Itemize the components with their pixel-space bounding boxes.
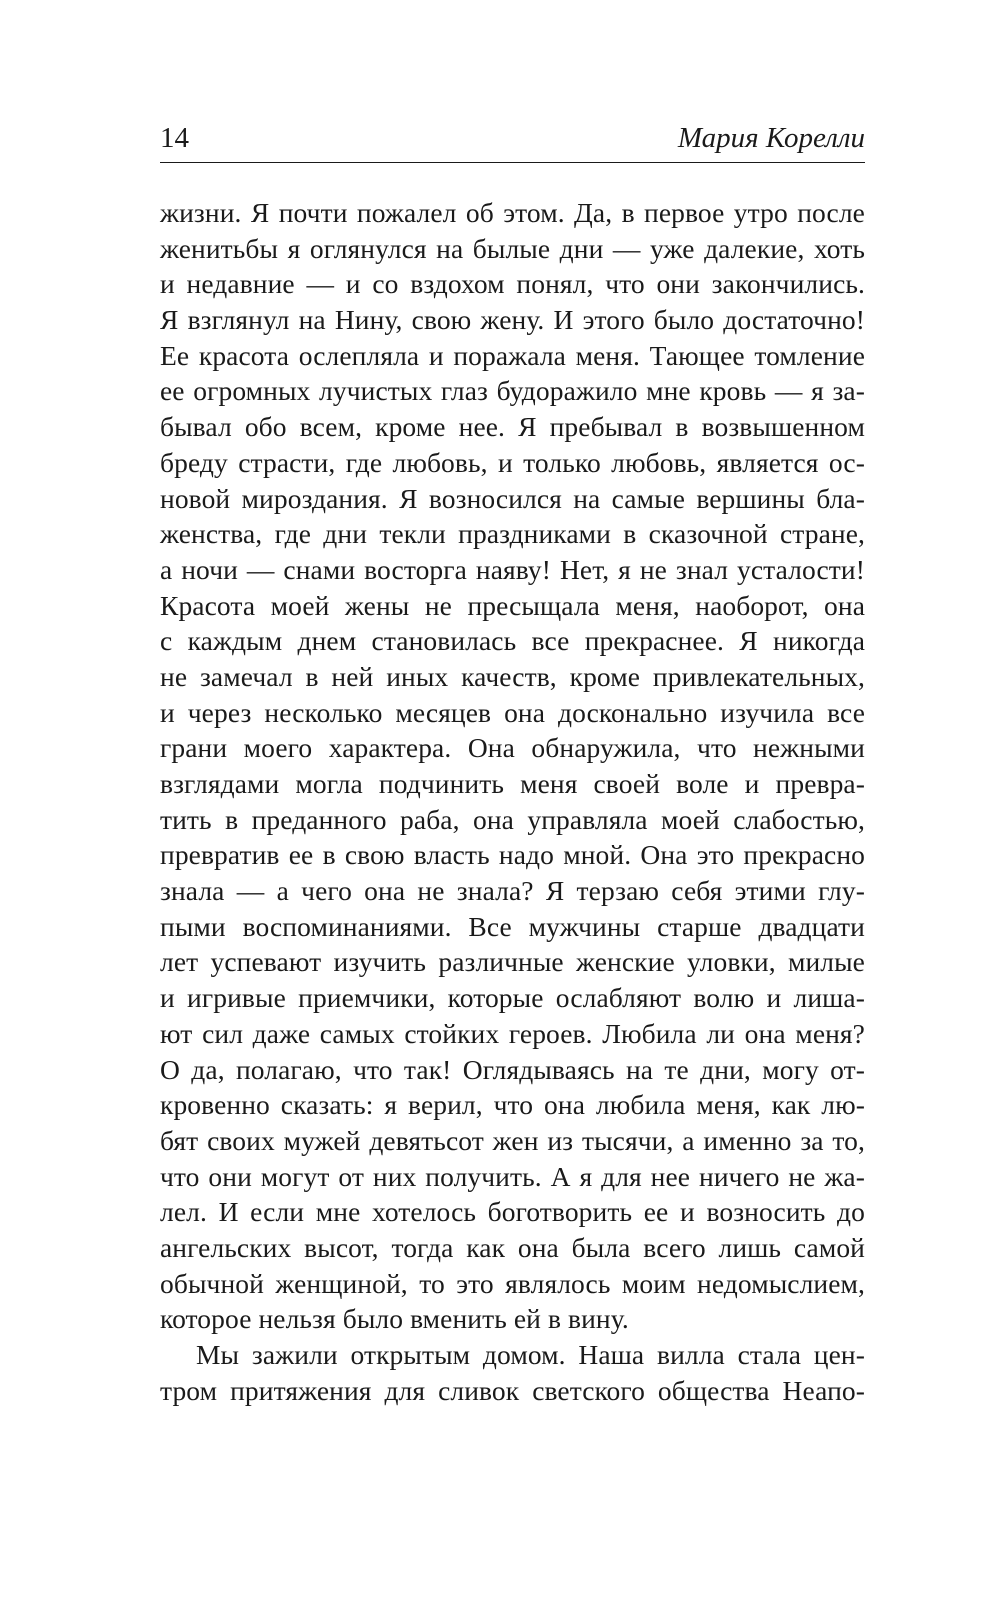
paragraph	[160, 195, 865, 1337]
text-line: новой мироздания. Я возносился на самые вершины бла-	[160, 482, 865, 514]
text-line: лел. И если мне хотелось боготворить ее и возносить до	[160, 1196, 865, 1228]
text-line: обычной женщиной, то это являлось моим недомыслием,	[160, 1267, 865, 1299]
text-line: и через несколько месяцев она досконально изучила все	[160, 696, 865, 728]
text-line: бывал обо всем, кроме нее. Я пребывал в возвышенном	[160, 411, 865, 443]
text-line: пыми воспоминаниями. Все мужчины старше двадцати	[160, 910, 865, 942]
text-line: Красота моей жены не пресыщала меня, наоборот, она	[160, 589, 865, 621]
text-line: и игривые приемчики, которые ослабляют волю и лиша-	[160, 982, 865, 1014]
text-line: ангельских высот, тогда как она была всего лишь самой	[160, 1231, 865, 1263]
text-line: и недавние — и со вздохом понял, что они закончились.	[160, 268, 865, 300]
text-line: тром притяжения для сливок светского общества Неапо-	[160, 1374, 865, 1406]
text-line: ее огромных лучистых глаз будоражило мне кровь — я за-	[160, 375, 865, 407]
running-head	[160, 118, 865, 163]
text-line: взглядами могла подчинить меня своей воле и превра-	[160, 768, 865, 799]
book-author: Мария Корелли	[677, 122, 865, 154]
text-line: не замечал в ней иных качеств, кроме привлекательных,	[160, 660, 865, 692]
text-line: с каждым днем становилась все прекраснее. Я никогда	[160, 625, 865, 657]
text-line: бреду страсти, где любовь, и только любовь, является ос-	[160, 446, 865, 478]
text-line: что они могут от них получить. А я для нее ничего не жа-	[160, 1160, 865, 1192]
text-line: женитьбы я оглянулся на былые дни — уже далекие, хоть	[160, 232, 865, 264]
text-line: знала — а чего она не знала? Я терзаю себя этими глу-	[160, 875, 865, 907]
text-line: лет успевают изучить различные женские уловки, милые	[160, 946, 865, 978]
text-line: женства, где дни текли праздниками в сказочной стране,	[160, 518, 865, 550]
text-line: Мы зажили открытым домом. Наша вилла стала цен-	[196, 1339, 865, 1370]
text-line: грани моего характера. Она обнаружила, что нежными	[160, 732, 865, 764]
text-line: жизни. Я почти пожалел об этом. Да, в первое утро после	[160, 197, 865, 228]
paragraph	[160, 1337, 865, 1408]
text-line: тить в преданного раба, она управляла моей слабостью,	[160, 803, 865, 835]
text-line: ют сил даже самых стойких героев. Любила ли она меня?	[160, 1017, 865, 1049]
text-line: Я взглянул на Нину, свою жену. И этого было достаточно!	[160, 304, 865, 336]
text-line: превратив ее в свою власть надо мной. Она это прекрасно	[160, 839, 865, 871]
text-line: бят своих мужей девятьсот жен из тысячи, а именно за то,	[160, 1124, 865, 1156]
text-line: О да, полагаю, что так! Оглядываясь на те дни, могу от-	[160, 1053, 865, 1085]
page-number: 14	[160, 122, 189, 154]
text-line: которое нельзя было вменить ей в вину.	[160, 1303, 629, 1335]
text-line: кровенно сказать: я верил, что она любила меня, как лю-	[160, 1089, 865, 1121]
body-text	[160, 195, 865, 1408]
text-line: Ее красота ослепляла и поражала меня. Тающее томление	[160, 339, 865, 371]
text-line: а ночи — снами восторга наяву! Нет, я не знал усталости!	[160, 553, 865, 585]
